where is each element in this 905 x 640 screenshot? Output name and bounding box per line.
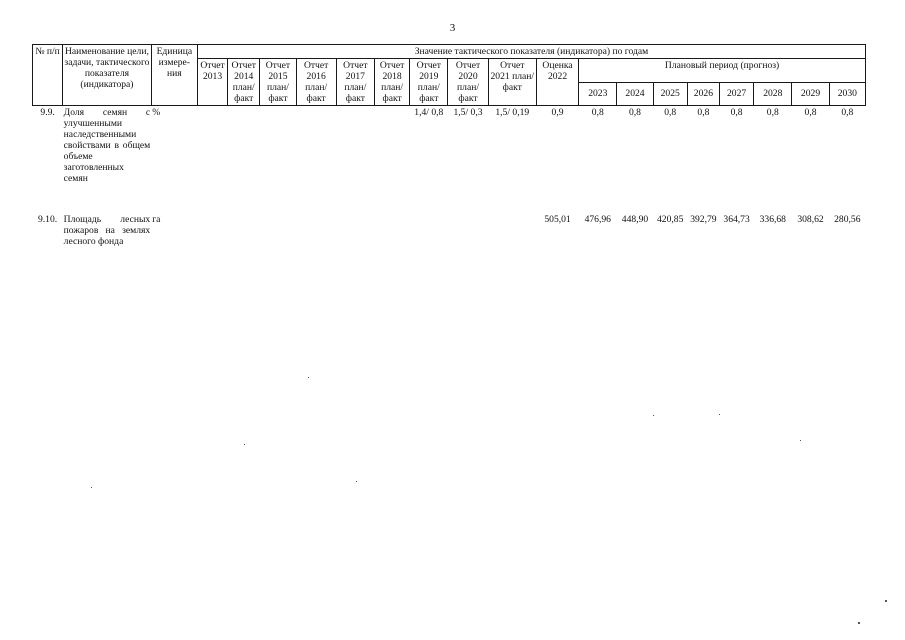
- header-report-2014: Отчет 2014 план/ факт: [228, 59, 260, 106]
- row-report-2020: [448, 213, 488, 248]
- header-plan-group: Плановый период (прогноз): [579, 59, 866, 83]
- table-row: [33, 106, 866, 186]
- row-report-2017: [336, 213, 374, 248]
- scan-speck: [91, 487, 92, 488]
- header-plan-2024: 2024: [617, 82, 653, 106]
- row-plan-2023: 0,8: [591, 107, 604, 118]
- page-number: 3: [449, 22, 456, 34]
- row-plan-2027: 364,73: [723, 214, 750, 225]
- row-plan-2030: 280,56: [834, 214, 861, 225]
- row-name: Доля семян с улучшенными наследственными свойствами в общем объеме заготовленных семян: [63, 107, 151, 184]
- header-name: Наименование цели, задачи, тактического показателя (индикатора): [63, 45, 152, 106]
- scan-speck: [356, 481, 357, 482]
- row-spacer: [33, 185, 866, 213]
- row-estimate-2022: 0,9: [551, 107, 564, 118]
- header-report-2019: Отчет 2019 план/ факт: [410, 59, 448, 106]
- header-unit: Единица измере-ния: [151, 45, 197, 106]
- row-report-2014: [228, 106, 260, 186]
- header-plan-2023: 2023: [579, 82, 617, 106]
- row-report-2018: [374, 106, 409, 186]
- row-report-2021: [488, 213, 536, 248]
- row-plan-2028: 0,8: [766, 107, 779, 118]
- row-report-2019: [410, 213, 448, 248]
- header-values-group: Значение тактического показателя (индикатора) по годам: [197, 45, 865, 59]
- scan-speck: [308, 377, 309, 378]
- row-plan-2025: 420,85: [657, 214, 684, 225]
- row-report-2015: [260, 213, 296, 248]
- header-report-2021: Отчет 2021 план/ факт: [488, 59, 536, 106]
- scan-speck: [800, 440, 801, 441]
- header-report-2020: Отчет 2020 план/ факт: [448, 59, 488, 106]
- indicators-table: [32, 44, 866, 248]
- row-report-2016: [296, 106, 336, 186]
- row-num: 9.10.: [37, 214, 58, 225]
- header-report-2017: Отчет 2017 план/ факт: [336, 59, 374, 106]
- header-plan-2027: 2027: [719, 82, 753, 106]
- row-plan-2026: 0,8: [697, 107, 710, 118]
- row-unit: %: [152, 107, 161, 118]
- table-row: [33, 213, 866, 248]
- header-report-2015: Отчет 2015 план/ факт: [260, 59, 296, 106]
- header-plan-2028: 2028: [754, 82, 792, 106]
- row-num: 9.9.: [40, 107, 55, 118]
- scan-speck: [244, 444, 245, 445]
- row-name: Площадь лесных пожаров на землях лесного фонда: [63, 214, 151, 247]
- row-plan-2029: 0,8: [804, 107, 817, 118]
- row-report-2013: [197, 106, 227, 186]
- row-plan-2023: 476,96: [584, 214, 611, 225]
- row-plan-2024: 448,90: [621, 214, 649, 225]
- row-plan-2030: 0,8: [841, 107, 854, 118]
- row-report-2021: 1,5/ 0,19: [495, 107, 530, 118]
- row-report-2020: 1,5/ 0,3: [453, 107, 483, 118]
- row-unit: га: [152, 214, 161, 225]
- row-plan-2027: 0,8: [730, 107, 743, 118]
- header-plan-2029: 2029: [792, 82, 829, 106]
- row-report-2016: [296, 213, 336, 248]
- row-plan-2024: 0,8: [628, 107, 641, 118]
- header-report-2018: Отчет 2018 план/ факт: [374, 59, 409, 106]
- row-report-2015: [260, 106, 296, 186]
- row-plan-2028: 336,68: [759, 214, 786, 225]
- row-plan-2026: 392,79: [690, 214, 717, 225]
- row-report-2017: [336, 106, 374, 186]
- row-plan-2029: 308,62: [797, 214, 824, 225]
- header-num: № п/п: [33, 45, 63, 106]
- row-report-2018: [374, 213, 409, 248]
- header-report-2016: Отчет 2016 план/ факт: [296, 59, 336, 106]
- row-report-2019: 1,4/ 0,8: [414, 107, 444, 118]
- scan-speck: [858, 622, 860, 624]
- header-report-2013: Отчет 2013: [197, 59, 227, 106]
- header-estimate-2022: Оценка 2022: [536, 59, 578, 106]
- row-report-2014: [228, 213, 260, 248]
- scan-speck: [653, 415, 654, 416]
- row-report-2013: [197, 213, 227, 248]
- row-estimate-2022: 505,01: [544, 214, 571, 225]
- header-plan-2030: 2030: [829, 82, 865, 106]
- scan-speck: [719, 414, 720, 415]
- header-plan-2026: 2026: [687, 82, 719, 106]
- header-plan-2025: 2025: [653, 82, 687, 106]
- scan-speck: [885, 600, 887, 602]
- row-plan-2025: 0,8: [664, 107, 677, 118]
